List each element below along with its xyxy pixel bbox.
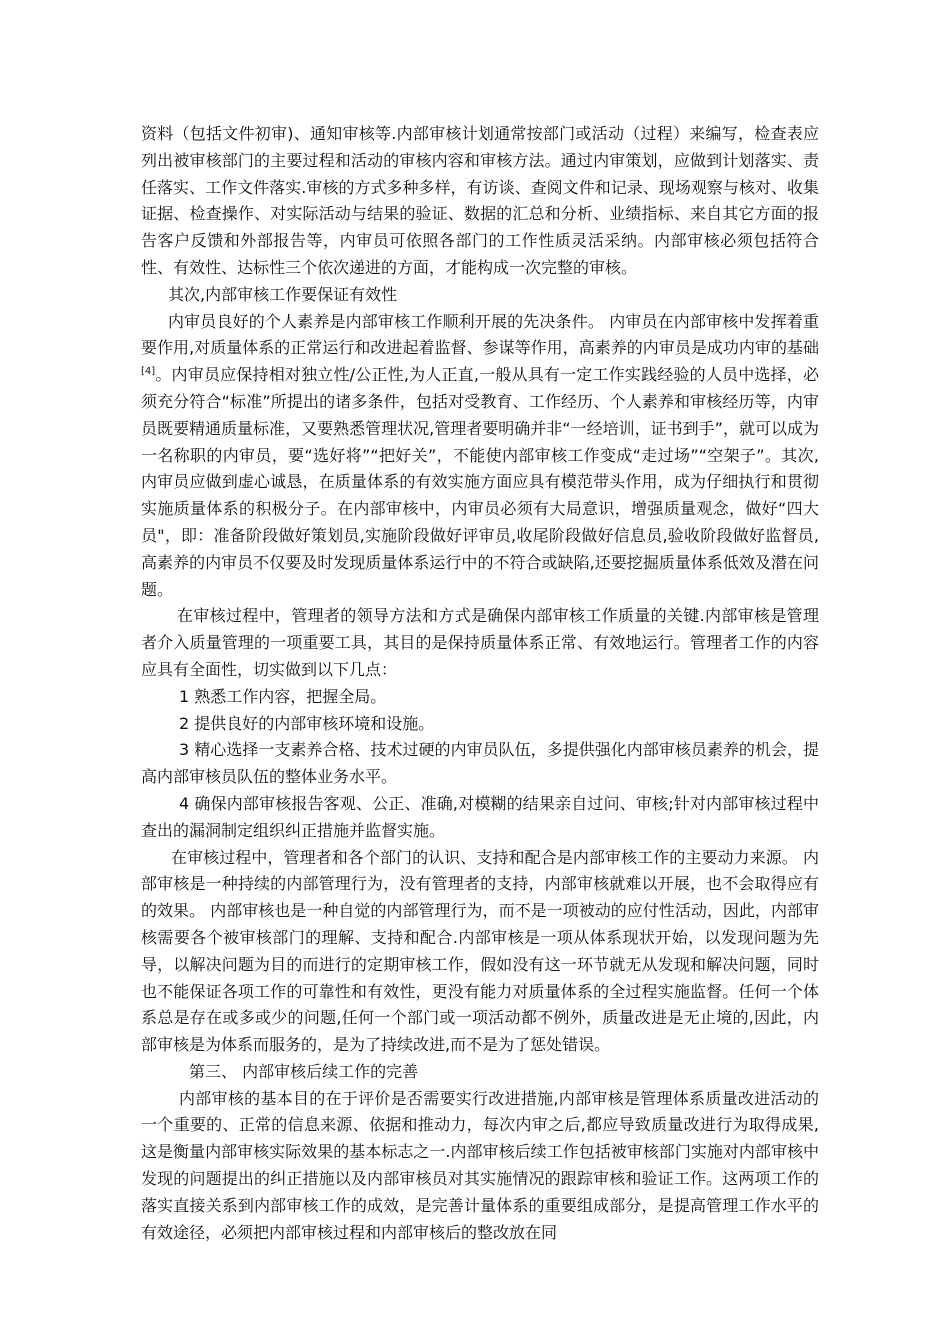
- paragraph-department-support: 在审核过程中，管理者和各个部门的认识、支持和配合是内部审核工作的主要动力来源。 内部审核是一种持续的内部管理行为，没有管理者的支持，内部审核就难以开展，也不会取得应有的效果。 内部审核也是一种自觉的内部管理行为，而不是一项被动的应付性活动，因此，内部审核需要各个被审核部门的理解、支持和配合.内部审核是一项从体系现状开始，以发现问题为先导，以解决问题为目的而进行的定期审核工作，假如没有这一环节就无从发现和解决问题，同时也不能保证各项工作的可靠性和有效性，更没有能力对质量体系的全过程实施监督。任何一个体系总是存在或多或少的问题,任何一个部门或一项活动都不例外，质量改进是无止境的,因此，内部审核是为体系而服务的，是为了持续改进,而不是为了惩处错误。: [141, 847, 819, 1055]
- paragraph-auditor-qualities-part2: 。内审员应保持相对独立性/公正性,为人正直,一般从具有一定工作实践经验的人员中选择，必须充分符合“标准”所提出的诸多条件，包括对受教育、工作经历、个人素养和审核经历等，内审员既要精通质量标准，又要熟悉管理状况,管理者要明确并非“一经培训，证书到手”，就可以成为一名称职的内审员，要“选好将”“把好关”，不能使内部审核工作变成“走过场”“空架子”。其次,内审员应做到虚心诚恳，在质量体系的有效实施方面应具有模范带头作用，成为仔细执行和贯彻实施质量体系的积极分子。在内部审核中，内审员必须有大局意识，增强质量观念，做好“四大员"，即：准备阶段做好策划员,实施阶段做好评审员,收尾阶段做好信息员,验收阶段做好监督员,高素养的内审员不仅要及时发现质量体系运行中的不符合或缺陷,还要挖掘质量体系低效及潜在问题。: [141, 365, 819, 599]
- paragraph-follow-up-work: 内部审核的基本目的在于评价是否需要实行改进措施,内部审核是管理体系质量改进活动的一个重要的、正常的信息来源、依据和推动力，每次内审之后,都应导致质量改进行为取得成果,这是衡量内部审核实际效果的基本标志之一.内部审核后续工作包括被审核部门实施对内部审核中发现的问题提出的纠正措施以及内部审核员对其实施情况的跟踪审核和验证工作。这两项工作的落实直接关系到内部审核工作的成效，是完善计量体系的重要组成部分，是提高管理工作水平的有效途径，必须把内部审核过程和内部审核后的整改放在同: [141, 1088, 819, 1242]
- paragraph-auditor-qualities: [141, 309, 819, 604]
- paragraph-audit-planning: 资料（包括文件初审)、通知审核等.内部审核计划通常按部门或活动（过程）来编写，检查表应列出被审核部门的主要过程和活动的审核内容和审核方法。通过内审策划，应做到计划落实、责任落实、工作文件落实.审核的方式多种多样，有访谈、查阅文件和记录、现场观察与核对、收集证据、检查操作、对实际活动与结果的验证、数据的汇总和分析、业绩指标、来自其它方面的报告客户反馈和外部报告等，内审员可依照各部门的工作性质灵活采纳。内部审核必须包括符合性、有效性、达标性三个依次递进的方面，才能构成一次完整的审核。: [141, 124, 819, 277]
- section-heading-follow-up: 第三、 内部审核后续工作的完善: [189, 1061, 419, 1081]
- paragraph-management-role: 在审核过程中，管理者的领导方法和方式是确保内部审核工作质量的关键.内部审核是管理者介入质量管理的一项重要工具，其目的是保持质量体系正常、有效地运行。管理者工作的内容应具有全面性，切实做到以下几点：: [141, 606, 819, 679]
- list-item-1: 1 熟悉工作内容，把握全局。: [179, 686, 387, 706]
- list-item-4: 4 确保内部审核报告客观、公正、准确,对模糊的结果亲自过问、审核;针对内部审核过程中查出的漏洞制定组织纠正措施并监督实施。: [141, 793, 819, 840]
- paragraph-auditor-qualities-part1: 内审员良好的个人素养是内部审核工作顺利开展的先决条件。 内审员在内部审核中发挥着重要作用,对质量体系的正常运行和改进起着监督、参谋等作用，高素养的内审员是成功内审的基础: [141, 311, 819, 358]
- citation-marker: [4]: [141, 366, 156, 378]
- list-item-2: 2 提供良好的内部审核环境和设施。: [179, 713, 435, 733]
- section-heading-effectiveness: 其次,内部审核工作要保证有效性: [168, 284, 398, 304]
- body-text: [141, 121, 819, 1246]
- list-item-3: 3 精心选择一支素养合格、技术过硬的内审员队伍，多提供强化内部审核员素养的机会，提高内部审核员队伍的整体业务水平。: [141, 740, 819, 787]
